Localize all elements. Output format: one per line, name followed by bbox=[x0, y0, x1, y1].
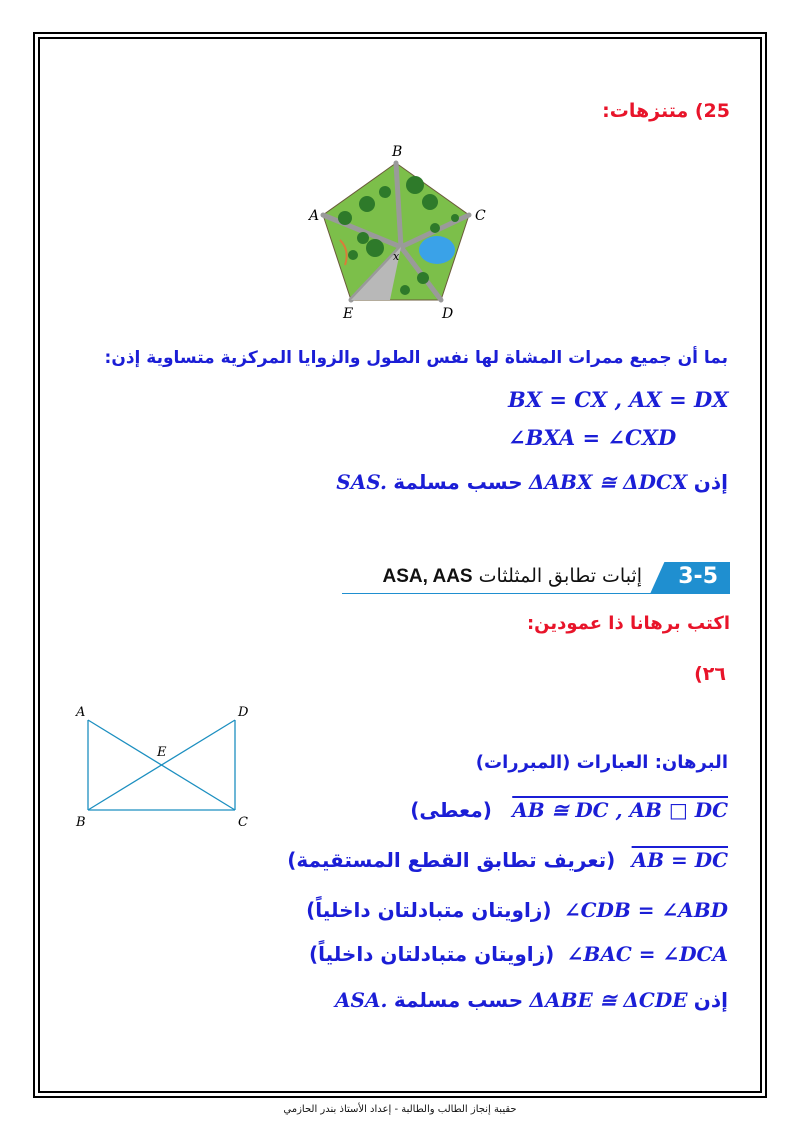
proof-line-3 bbox=[306, 898, 728, 922]
postulate-name: ASA. bbox=[335, 988, 388, 1012]
label-D: D bbox=[238, 705, 249, 720]
page-footer: حقيبة إنجاز الطالب والطالبة - إعداد الأستاذ بندر الحازمي bbox=[283, 1104, 517, 1115]
label-B: B bbox=[76, 815, 86, 830]
proof-line-2-statement: AB = DC bbox=[631, 848, 728, 872]
proof-line-4-reason: (زاويتان متبادلتان داخلياً) bbox=[308, 942, 555, 966]
conclusion-text: حسب مسلمة bbox=[393, 988, 524, 1012]
section-banner bbox=[342, 562, 730, 594]
proof-line-2 bbox=[287, 848, 728, 872]
label-B: B bbox=[392, 144, 403, 160]
proof-line-1 bbox=[410, 798, 728, 822]
section-title-latin: ASA, AAS bbox=[382, 566, 473, 587]
bowtie-figure bbox=[70, 700, 260, 830]
congruence-statement: ΔABX ≅ ΔDCX bbox=[529, 470, 688, 494]
section-underline bbox=[342, 593, 730, 594]
proof-line-1-reason: (معطى) bbox=[410, 798, 492, 822]
proof-header: البرهان: العبارات (المبررات) bbox=[475, 752, 728, 773]
proof-line-1-statement: AB ≅ DC , AB □ DC bbox=[512, 798, 728, 822]
proof-line-4-statement: ∠BAC = ∠DCA bbox=[566, 942, 728, 966]
section-title bbox=[383, 565, 642, 588]
equation-sides: BX = CX , AX = DX bbox=[508, 387, 729, 412]
label-x: x bbox=[393, 250, 400, 263]
label-E: E bbox=[157, 745, 167, 760]
conclusion-prefix: إذن bbox=[693, 470, 728, 494]
problem-25-conclusion bbox=[336, 470, 728, 494]
section-number: 3-5 bbox=[678, 564, 718, 589]
equation-angles: ∠BXA = ∠CXD bbox=[508, 425, 677, 450]
park-pentagon-figure bbox=[305, 140, 495, 322]
label-E: E bbox=[343, 306, 354, 322]
problem-26-conclusion bbox=[335, 988, 728, 1012]
label-A: A bbox=[76, 705, 86, 720]
problem-26-instruction: اكتب برهانا ذا عمودين: bbox=[526, 613, 730, 634]
label-A: A bbox=[309, 208, 320, 224]
proof-line-3-statement: ∠CDB = ∠ABD bbox=[563, 898, 728, 922]
problem-25-heading: 25) متنزهات: bbox=[602, 100, 730, 122]
proof-line-3-reason: (زاويتان متبادلتان داخلياً) bbox=[306, 898, 552, 922]
conclusion-prefix: إذن bbox=[693, 988, 728, 1012]
problem-25-intro: بما أن جميع ممرات المشاة لها نفس الطول والزوايا المركزية متساوية إذن: bbox=[104, 348, 728, 368]
proof-line-2-reason: (تعريف تطابق القطع المستقيمة) bbox=[287, 848, 616, 872]
label-C: C bbox=[238, 815, 248, 830]
congruence-statement: ΔABE ≅ ΔCDE bbox=[529, 988, 688, 1012]
section-title-arabic: إثبات تطابق المثلثات bbox=[478, 565, 642, 587]
proof-line-4 bbox=[309, 942, 728, 966]
postulate-name: SAS. bbox=[336, 470, 387, 494]
label-C: C bbox=[475, 208, 486, 224]
label-D: D bbox=[442, 306, 454, 322]
problem-26-number: (٢٦ bbox=[694, 663, 726, 685]
conclusion-text: حسب مسلمة bbox=[393, 470, 523, 494]
